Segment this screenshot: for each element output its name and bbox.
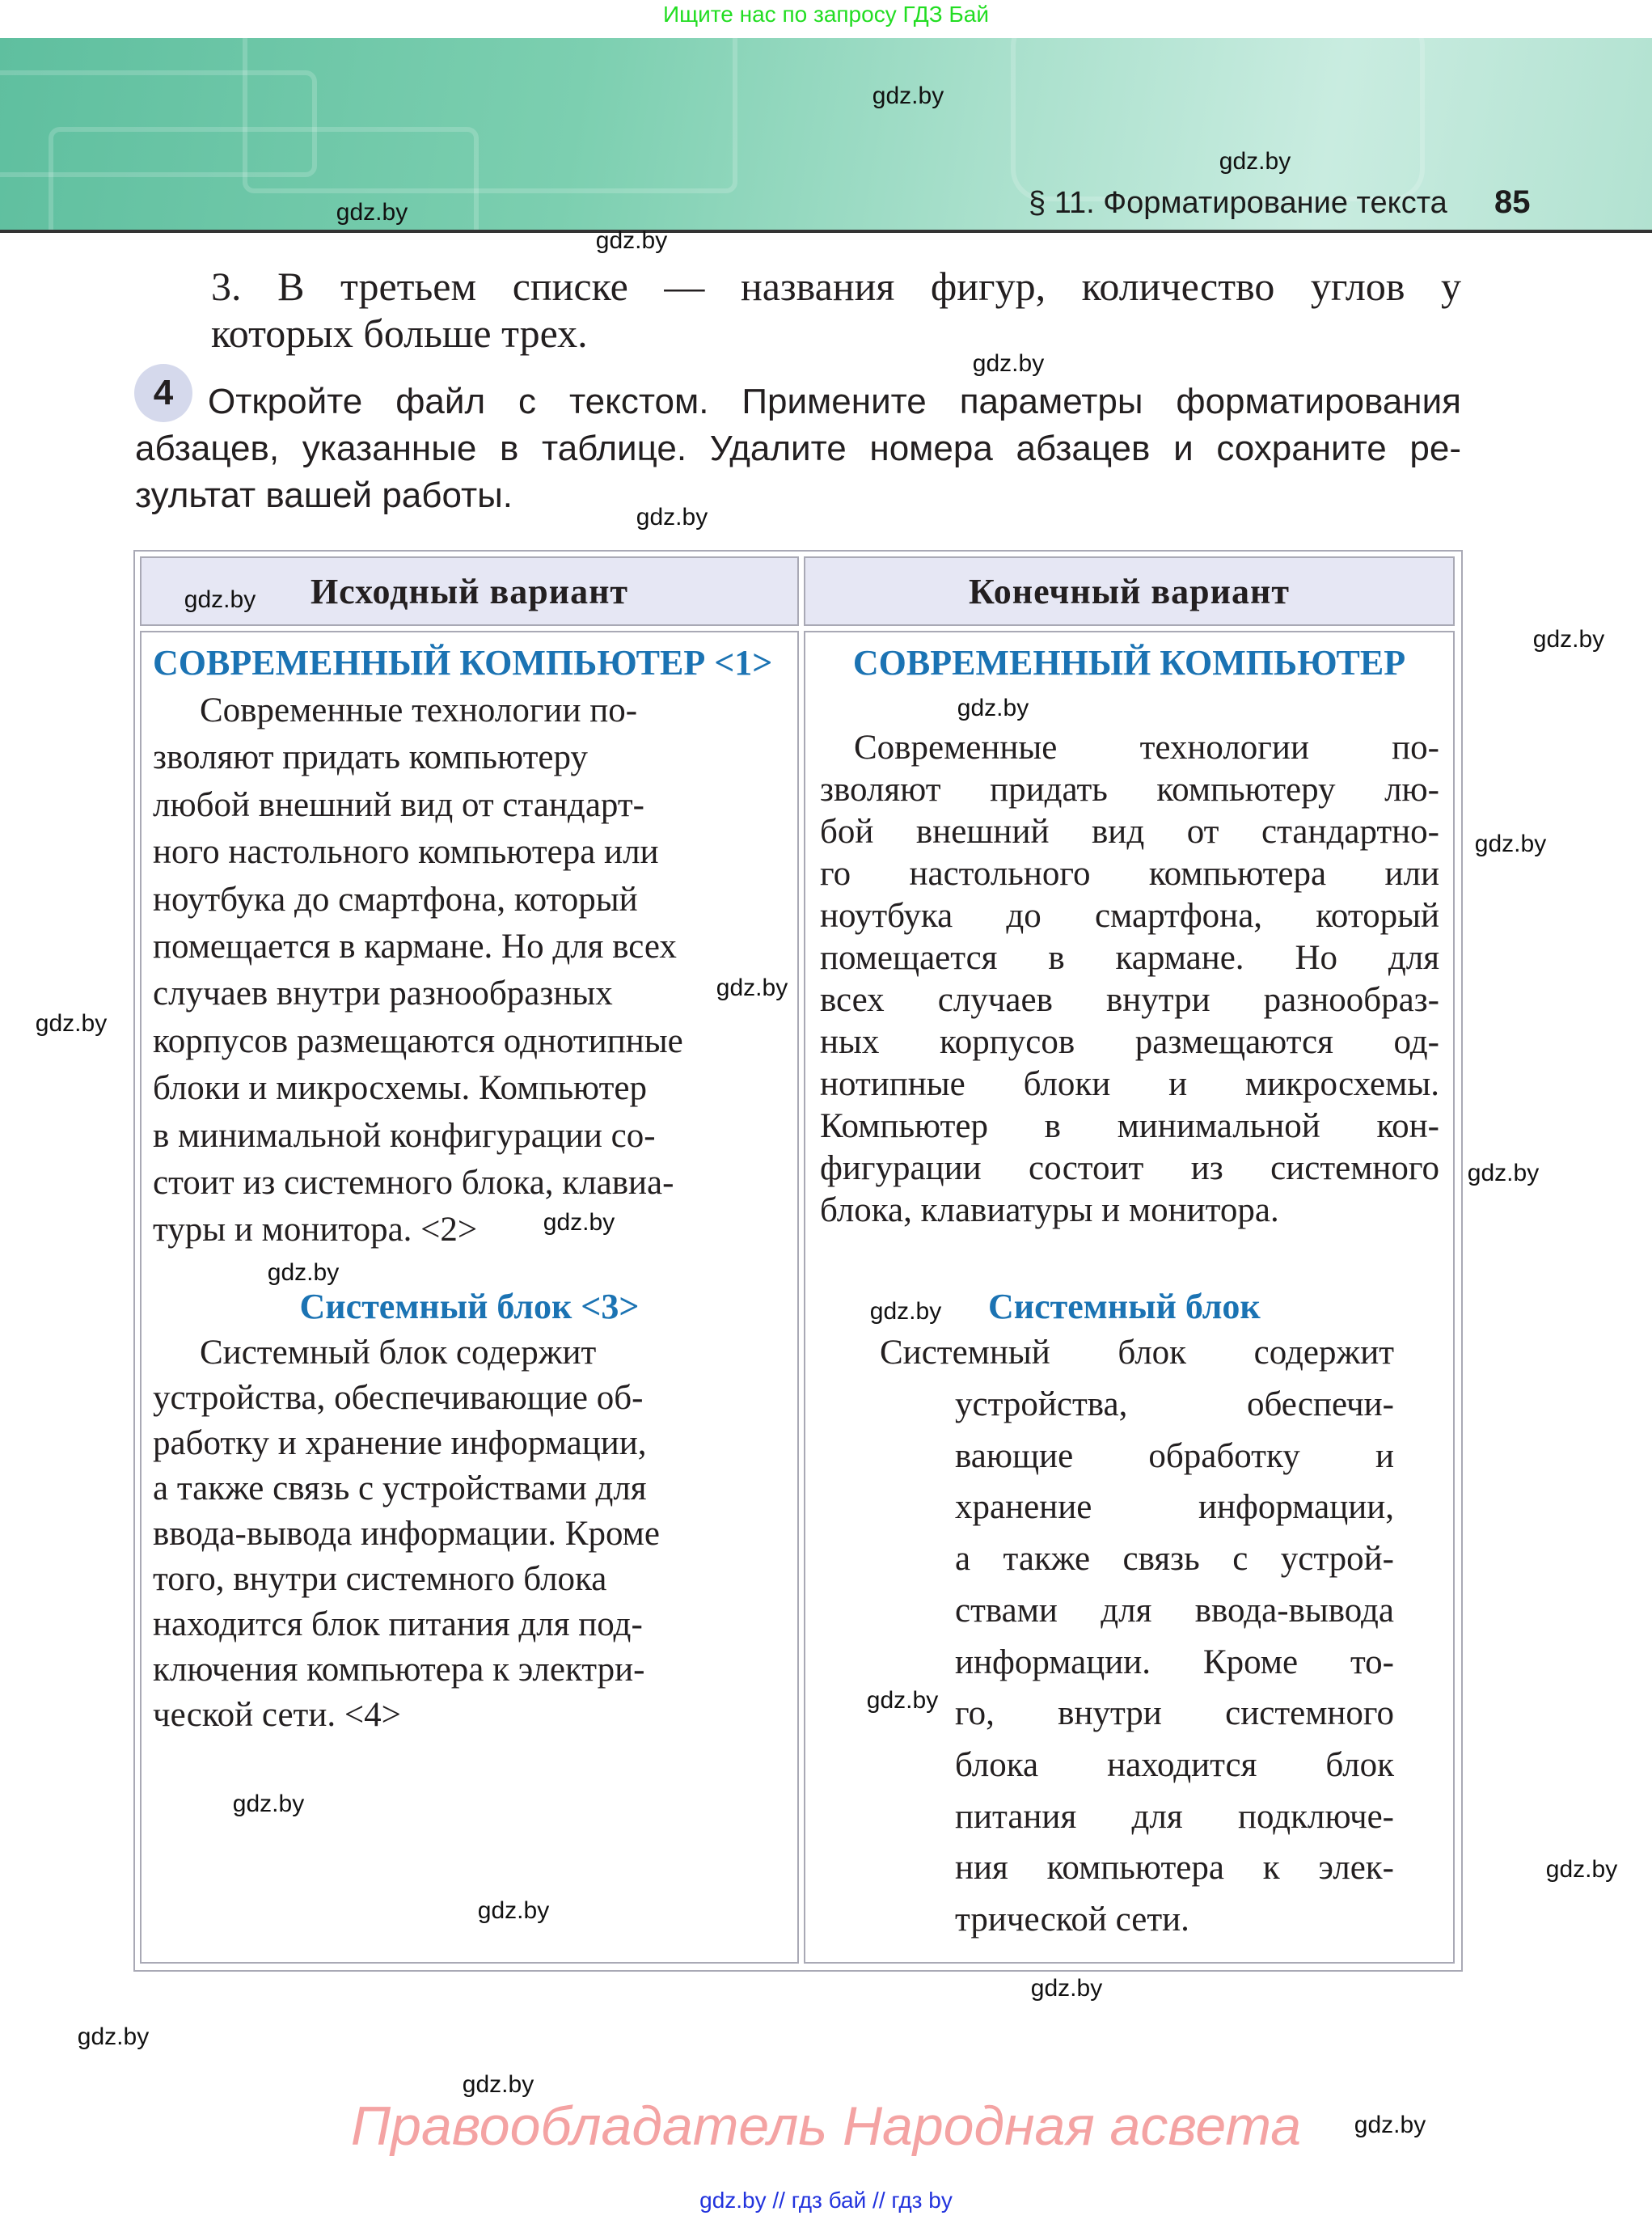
text-line: питания для подключе- — [955, 1797, 1394, 1836]
text-line: Современные технологии по- — [200, 691, 638, 729]
text-line: ных корпусов размещаются од- — [820, 1023, 1439, 1061]
text-line: бой внешний вид от стандартно- — [820, 813, 1439, 851]
text-line: Откройте файл с текстом. Примените параметры форматирования — [208, 382, 1461, 421]
text-line: того, внутри системного блока — [153, 1560, 607, 1598]
text-line: 3. В третьем списке — названия фигур, количество углов у — [211, 264, 1461, 309]
text-line: стоит из системного блока, клавиа- — [153, 1164, 674, 1202]
gdz-watermark: gdz.by — [872, 82, 944, 109]
text-line: устройства, обеспечи- — [955, 1385, 1394, 1423]
page-number: 85 — [1494, 184, 1531, 220]
text-line: ния компьютера к элек- — [955, 1849, 1394, 1888]
copyright-watermark: Правообладатель Народная асвета — [350, 2095, 1302, 2157]
text-line: в минимальной конфигурации со- — [153, 1116, 656, 1155]
text-line: ввода-вывода информации. Кроме — [153, 1515, 660, 1553]
text-line: зволяют придать компьютеру — [153, 738, 588, 777]
text-line: зволяют придать компьютеру лю- — [820, 771, 1439, 809]
text-line: ного настольного компьютера или — [153, 833, 659, 872]
text-line: вающие обработку и — [955, 1436, 1394, 1475]
heading-system-unit: Системный блок <3> — [299, 1287, 640, 1326]
gdz-watermark: gdz.by — [957, 695, 1029, 721]
gdz-watermark: gdz.by — [543, 1209, 615, 1236]
text-line: ствами для ввода-вывода — [955, 1591, 1394, 1630]
gdz-watermark: gdz.by — [1532, 626, 1605, 653]
text-line: а также связь с устрой- — [955, 1540, 1394, 1579]
gdz-watermark: gdz.by — [716, 975, 788, 1001]
gdz-watermark: gdz.by — [1354, 2112, 1426, 2138]
text-line: блока находится блок — [955, 1745, 1394, 1784]
gdz-watermark: gdz.by — [1467, 1160, 1540, 1186]
text-line: а также связь с устройствами для — [153, 1469, 647, 1507]
gdz-watermark: gdz.by — [1474, 831, 1547, 857]
text-line: Современные технологии по- — [854, 729, 1439, 767]
text-line: блока, клавиатуры и монитора. — [820, 1191, 1279, 1229]
text-line: Системный блок содержит — [200, 1334, 597, 1372]
gdz-watermark: gdz.by — [184, 586, 256, 613]
text-line: всех случаев внутри разнообраз- — [820, 981, 1439, 1019]
gdz-watermark: gdz.by — [972, 350, 1045, 377]
gdz-watermark: gdz.by — [866, 1687, 939, 1714]
gdz-watermark: gdz.by — [35, 1010, 108, 1037]
text-line: корпусов размещаются однотипные — [153, 1021, 683, 1060]
text-line: ключения компьютера к электри- — [153, 1651, 645, 1689]
text-line: зультат вашей работы. — [135, 476, 513, 515]
text-line: Системный блок содержит — [880, 1334, 1394, 1372]
text-line: Компьютер в минимальной кон- — [820, 1107, 1439, 1145]
text-line: работку и хранение информации, — [153, 1424, 647, 1462]
footer-links[interactable]: gdz.by // гдз бай // гдз by — [699, 2188, 953, 2213]
gdz-watermark: gdz.by — [1219, 148, 1291, 175]
text-line: трической сети. — [955, 1901, 1189, 1939]
gdz-watermark: gdz.by — [869, 1298, 942, 1325]
circuit-decoration — [243, 38, 737, 193]
cell-original — [140, 631, 799, 1964]
text-line: помещается в кармане. Но для всех — [153, 928, 677, 966]
gdz-watermark: gdz.by — [1030, 1975, 1103, 2002]
heading-computer: СОВРЕМЕННЫЙ КОМПЬЮТЕР <1> — [153, 643, 773, 683]
gdz-watermark: gdz.by — [267, 1259, 340, 1286]
text-line: информации. Кроме то- — [955, 1643, 1394, 1681]
section-title: § 11. Форматирование текста — [1029, 186, 1447, 220]
list-item-3 — [211, 263, 1461, 357]
text-line: ноутбука до смартфона, который — [820, 897, 1439, 935]
text-line: хранение информации, — [955, 1488, 1394, 1527]
gdz-watermark: gdz.by — [77, 2023, 150, 2050]
gdz-watermark: gdz.by — [336, 199, 408, 226]
text-line: нотипные блоки и микросхемы. — [820, 1065, 1439, 1103]
gdz-watermark: gdz.by — [636, 504, 708, 531]
text-line: го, внутри системного — [955, 1694, 1394, 1733]
header-final: Конечный вариант — [804, 556, 1455, 626]
text-line: блоки и микросхемы. Компьютер — [153, 1069, 647, 1108]
gdz-watermark: gdz.by — [462, 2071, 534, 2098]
text-line: го настольного компьютера или — [820, 855, 1439, 893]
text-line: любой внешний вид от стандарт- — [153, 785, 644, 824]
text-line: абзацев, указанные в таблице. Удалите номера абзацев и сохраните ре- — [135, 429, 1461, 468]
task-number-badge: 4 — [134, 364, 192, 422]
text-line: устройства, обеспечивающие об- — [153, 1379, 644, 1417]
header-original: Исходный вариант — [140, 556, 799, 626]
search-hint: Ищите нас по запросу ГДЗ Бай — [662, 2, 990, 27]
task-text — [135, 378, 1461, 519]
text-line: которых больше трех. — [211, 311, 588, 356]
cell-final — [804, 631, 1455, 1964]
text-line: ноутбука до смартфона, который — [153, 880, 638, 919]
gdz-watermark: gdz.by — [477, 1897, 550, 1924]
text-line: находится блок питания для под- — [153, 1605, 643, 1643]
text-line: фигурации состоит из системного — [820, 1149, 1439, 1187]
keyboard-decoration — [1011, 38, 1425, 201]
text-line: ческой сети. <4> — [153, 1696, 401, 1734]
gdz-watermark: gdz.by — [232, 1791, 305, 1817]
text-line: помещается в кармане. Но для — [820, 939, 1439, 977]
gdz-watermark: gdz.by — [1545, 1856, 1618, 1883]
text-line: случаев внутри разнообразных — [153, 975, 613, 1013]
heading-system-unit: Системный блок — [988, 1287, 1261, 1326]
text-line: туры и монитора. <2> — [153, 1211, 478, 1249]
heading-computer: СОВРЕМЕННЫЙ КОМПЬЮТЕР — [852, 643, 1406, 683]
gdz-watermark: gdz.by — [595, 227, 668, 254]
